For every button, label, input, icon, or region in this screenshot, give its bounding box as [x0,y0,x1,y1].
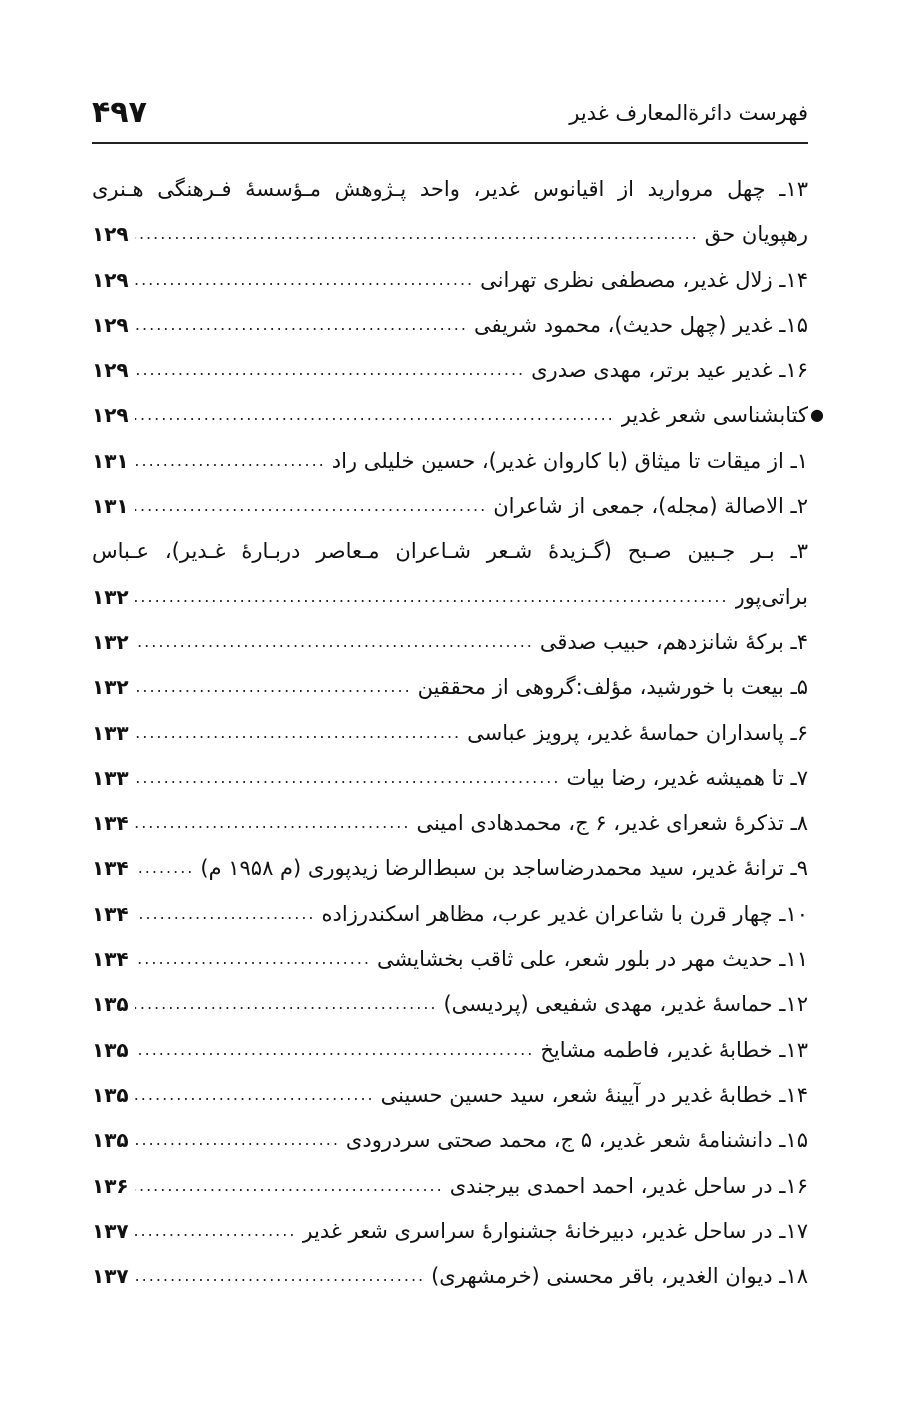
toc-entry-page: ۱۳۱ [92,494,129,519]
dot-leader [135,487,488,525]
toc-entry-page: ۱۲۹ [92,403,129,428]
toc-entry-title: ۱۶ـ غدیر عید برتر، مهدی صدری [531,358,808,383]
toc-entry-page: ۱۳۳ [92,765,129,790]
page-number: ۴۹۷ [92,95,147,130]
toc-entry [92,1257,808,1302]
toc-entry [92,1031,808,1076]
dot-leader [135,306,468,344]
toc-entry [92,895,808,940]
toc-entry [92,1121,808,1166]
dot-leader [135,1167,444,1205]
toc-entry-title: ۲ـ الاصالة (مجله)، جمعی از شاعران [493,494,808,519]
dot-leader [135,215,699,253]
toc-entry [92,487,808,532]
toc-entry [92,261,808,306]
toc-entry [92,396,824,441]
toc-entry-page: ۱۳۴ [92,811,129,836]
toc-entry [92,849,808,894]
dot-leader [135,351,525,389]
toc-entry [92,442,808,487]
dot-leader [135,261,474,299]
toc-entry [92,1167,808,1212]
toc-entry-page: ۱۳۶ [92,1173,129,1198]
toc-entry-page: ۱۲۹ [92,358,129,383]
dot-leader [135,940,371,978]
toc-entry-title: ۱ـ از میقات تا میثاق (با کاروان غدیر)، حسین خلیلی راد [331,448,808,473]
toc-entry [92,940,808,985]
toc-entry-page: ۱۳۱ [92,448,129,473]
dot-leader [135,1076,375,1114]
toc-entry-title: ۱۶ـ در ساحل غدیر، احمد احمدی بیرجندی [449,1173,808,1198]
bullet-icon: ● [810,405,824,425]
toc-entry-title: ۱۱ـ حدیث مهر در بلور شعر، علی ثاقب بخشایشی [377,947,808,972]
toc-entry-title: ۱۳ـ خطابهٔ غدیر، فاطمه مشایخ [540,1037,808,1062]
dot-leader [135,396,615,434]
toc-entry-page: ۱۳۴ [92,901,129,926]
toc-entry-page: ۱۳۲ [92,675,129,700]
dot-leader [135,849,195,887]
toc-entry-page: ۱۳۴ [92,856,129,881]
toc-entry-page: ۱۳۷ [92,1264,129,1289]
toc-entry-title: ۴ـ برکهٔ شانزدهم، حبیب صدقی [539,629,808,654]
toc-entry-title: ۹ـ ترانهٔ غدیر، سید محمدرضاساجد بن سبط‌الرضا زیدپوری (م ۱۹۵۸ م) [200,856,808,881]
toc-entry-title: ۳ـ بـر جـبین صـبح (گـزیدهٔ شـعر شـاعران مـعاصر دربـارهٔ غـدیر)، عـباس [92,539,808,564]
toc-entry-page: ۱۲۹ [92,267,129,292]
toc-entry-page: ۱۳۷ [92,1218,129,1243]
toc-entry-title: ۸ـ تذکرهٔ شعرای غدیر، ۶ ج، محمدهادی امینی [416,811,808,836]
table-of-contents [92,170,824,1302]
toc-entry-title: ۱۳ـ چهل مروارید از اقیانوس غدیر، واحد پـژوهش مـؤسسهٔ فـرهنگی هـنری [92,177,808,201]
toc-entry-page: ۱۳۵ [92,1128,129,1153]
toc-entry-page: ۱۳۵ [92,1082,129,1107]
toc-entry-title: ۱۵ـ دانشنامهٔ شعر غدیر، ۵ ج، محمد صحتی سردرودی [345,1128,808,1153]
toc-entry-page: ۱۳۳ [92,720,129,745]
toc-entry [92,804,808,849]
dot-leader [135,1031,535,1069]
dot-leader [135,623,534,661]
toc-entry-title: ۱۷ـ در ساحل غدیر، دبیرخانهٔ جشنوارهٔ سراسری شعر غدیر [302,1218,808,1243]
dot-leader [135,759,561,797]
header-divider [92,142,808,144]
toc-entry [92,714,808,759]
dot-leader [135,985,438,1023]
toc-entry-page: ۱۲۹ [92,312,129,337]
toc-entry-title: ۱۵ـ غدیر (چهل حدیث)، محمود شریفی [473,312,808,337]
toc-entry-title: ۱۴ـ زلال غدیر، مصطفی نظری تهرانی [480,267,808,292]
toc-entry-page: ۱۳۴ [92,947,129,972]
toc-entry [92,623,808,668]
toc-entry-title: ۱۰ـ چهار قرن با شاعران غدیر عرب، مظاهر اسکندرزاده [321,901,808,926]
toc-entry-title: رهپویان حق [704,222,808,247]
toc-entry [92,215,808,260]
toc-entry-page: ۱۳۵ [92,992,129,1017]
running-header [92,95,808,135]
dot-leader [135,1257,425,1295]
toc-entry-title: ۱۲ـ حماسهٔ غدیر، مهدی شفیعی (پردیسی) [443,992,808,1017]
toc-entry-page: ۱۳۵ [92,1037,129,1062]
toc-entry [92,668,808,713]
toc-entry-title: ۷ـ تا همیشه غدیر، رضا بیات [566,765,808,790]
toc-entry [92,759,808,804]
toc-entry [92,985,808,1030]
toc-entry-page: ۱۳۲ [92,629,129,654]
dot-leader [135,442,326,480]
header-title: فهرست دائرةالمعارف غدیر [569,101,808,125]
toc-entry-title: ۶ـ پاسداران حماسهٔ غدیر، پرویز عباسی [467,720,808,745]
toc-entry-title: ۱۴ـ خطابهٔ غدیر در آیینهٔ شعر، سید حسین حسینی [380,1082,808,1107]
toc-entry-page: ۱۳۲ [92,584,129,609]
dot-leader [135,1212,297,1250]
toc-entry-title: ۵ـ بیعت با خورشید، مؤلف:گروهی از محققین [417,675,808,700]
toc-entry-title: ۱۸ـ دیوان الغدیر، باقر محسنی (خرمشهری) [431,1264,808,1289]
toc-entry [92,170,808,215]
dot-leader [135,804,411,842]
toc-entry [92,306,808,351]
dot-leader [135,1121,340,1159]
dot-leader [135,714,462,752]
toc-entry-title: براتی‌پور [734,584,808,609]
toc-entry-title: کتابشناسی شعر غدیر [620,403,808,428]
toc-entry [92,578,808,623]
toc-entry [92,1076,808,1121]
dot-leader [135,895,316,933]
toc-entry [92,532,808,577]
dot-leader [135,578,729,616]
toc-entry [92,351,808,396]
toc-entry [92,1212,808,1257]
dot-leader [135,668,412,706]
toc-entry-page: ۱۲۹ [92,222,129,247]
